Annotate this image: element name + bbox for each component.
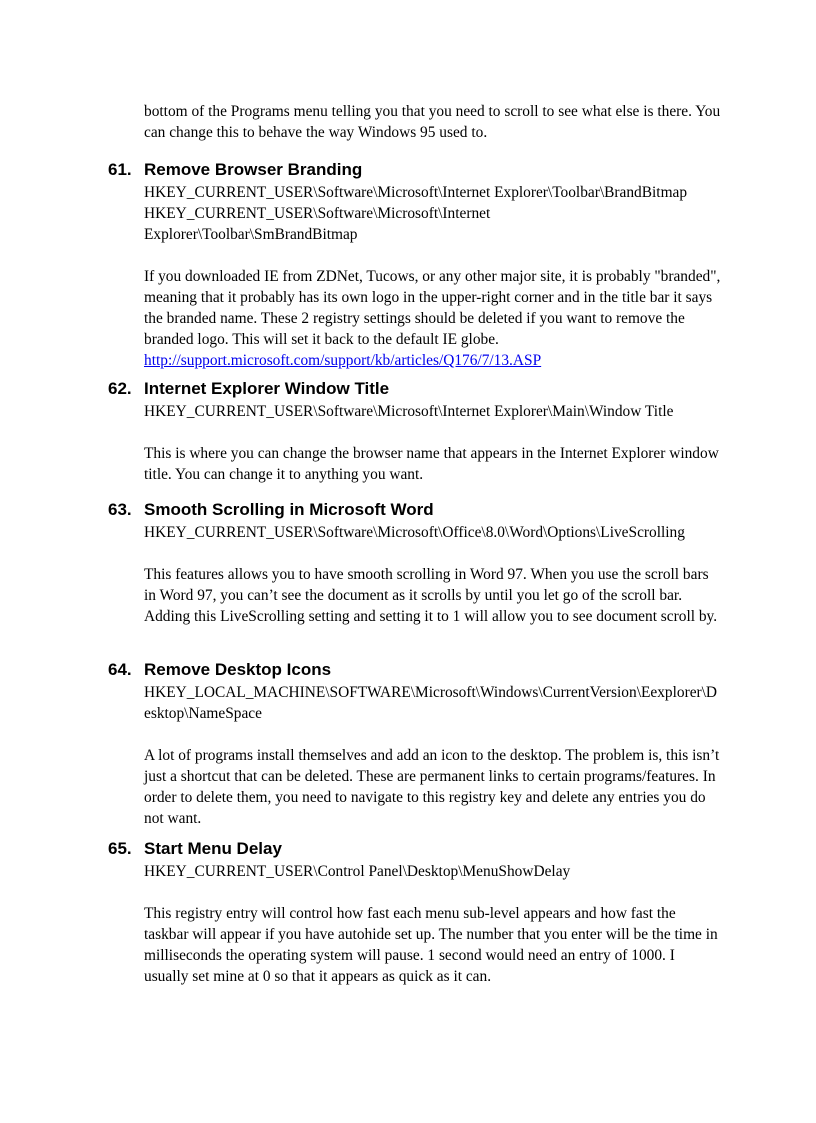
section-title: Internet Explorer Window Title [144, 379, 390, 398]
section-title: Remove Desktop Icons [144, 660, 332, 679]
registry-key-continued: Explorer\Toolbar\SmBrandBitmap [144, 226, 358, 243]
section-number: 62. [108, 379, 132, 398]
section-heading [108, 660, 331, 680]
kb-article-link[interactable]: http://support.microsoft.com/support/kb/articles/Q176/7/13.ASP [144, 352, 542, 369]
section-body [144, 861, 722, 987]
registry-key: HKEY_CURRENT_USER\Software\Microsoft\Internet Explorer\Main\Window Title [144, 403, 674, 420]
section-title: Remove Browser Branding [144, 160, 363, 179]
registry-key: HKEY_CURRENT_USER\Software\Microsoft\Office\8.0\Word\Options\LiveScrolling [144, 524, 685, 541]
section-heading [108, 500, 434, 520]
registry-key: HKEY_CURRENT_USER\Control Panel\Desktop\MenuShowDelay [144, 863, 571, 880]
registry-key: HKEY_LOCAL_MACHINE\SOFTWARE\Microsoft\Windows\CurrentVersion\Eexplorer\Desktop\NameSpace [144, 684, 718, 722]
registry-key: HKEY_CURRENT_USER\Software\Microsoft\Internet Explorer\Toolbar\BrandBitmap [144, 184, 688, 201]
section-number: 63. [108, 500, 132, 519]
section-heading [108, 379, 389, 399]
section-body [144, 682, 722, 829]
registry-key: HKEY_CURRENT_USER\Software\Microsoft\Internet [144, 205, 491, 222]
section-body [144, 182, 722, 371]
description-paragraph: If you downloaded IE from ZDNet, Tucows, or any other major site, it is probably "branded", meaning that it probably has its own logo in the upper-right corner and in the title bar it says the branded name. These 2 registry settings should be deleted if you want to remove the branded logo. This will set it back to the default IE globe. [144, 268, 721, 348]
section-title: Smooth Scrolling in Microsoft Word [144, 500, 434, 519]
description-paragraph: This registry entry will control how fast each menu sub-level appears and how fast the taskbar will appear if you have autohide set up. The number that you enter will be the time in milliseconds the operating system will pause. 1 second would need an entry of 1000. I usually set mine at 0 so that it appears as quick as it can. [144, 905, 718, 985]
intro-paragraph: bottom of the Programs menu telling you that you need to scroll to see what else is there. You can change this to behave the way Windows 95 used to. [144, 103, 721, 141]
section-number: 64. [108, 660, 132, 679]
section-title: Start Menu Delay [144, 839, 282, 858]
section-number: 61. [108, 160, 132, 179]
section-number: 65. [108, 839, 132, 858]
description-paragraph: This is where you can change the browser name that appears in the Internet Explorer window title. You can change it to anything you want. [144, 445, 719, 483]
section-body [144, 522, 722, 627]
section-body [144, 401, 722, 485]
description-paragraph: This features allows you to have smooth scrolling in Word 97. When you use the scroll bars in Word 97, you can’t see the document as it scrolls by until you let go of the scroll bar. Adding this LiveScrolling setting and setting it to 1 will allow you to see document scroll by. [144, 566, 718, 625]
section-heading [108, 160, 362, 180]
description-paragraph: A lot of programs install themselves and add an icon to the desktop. The problem is, this isn’t just a shortcut that can be deleted. These are permanent links to certain programs/features. In order to delete them, you need to navigate to this registry key and delete any entries you do not want. [144, 747, 720, 827]
section-heading [108, 839, 282, 859]
